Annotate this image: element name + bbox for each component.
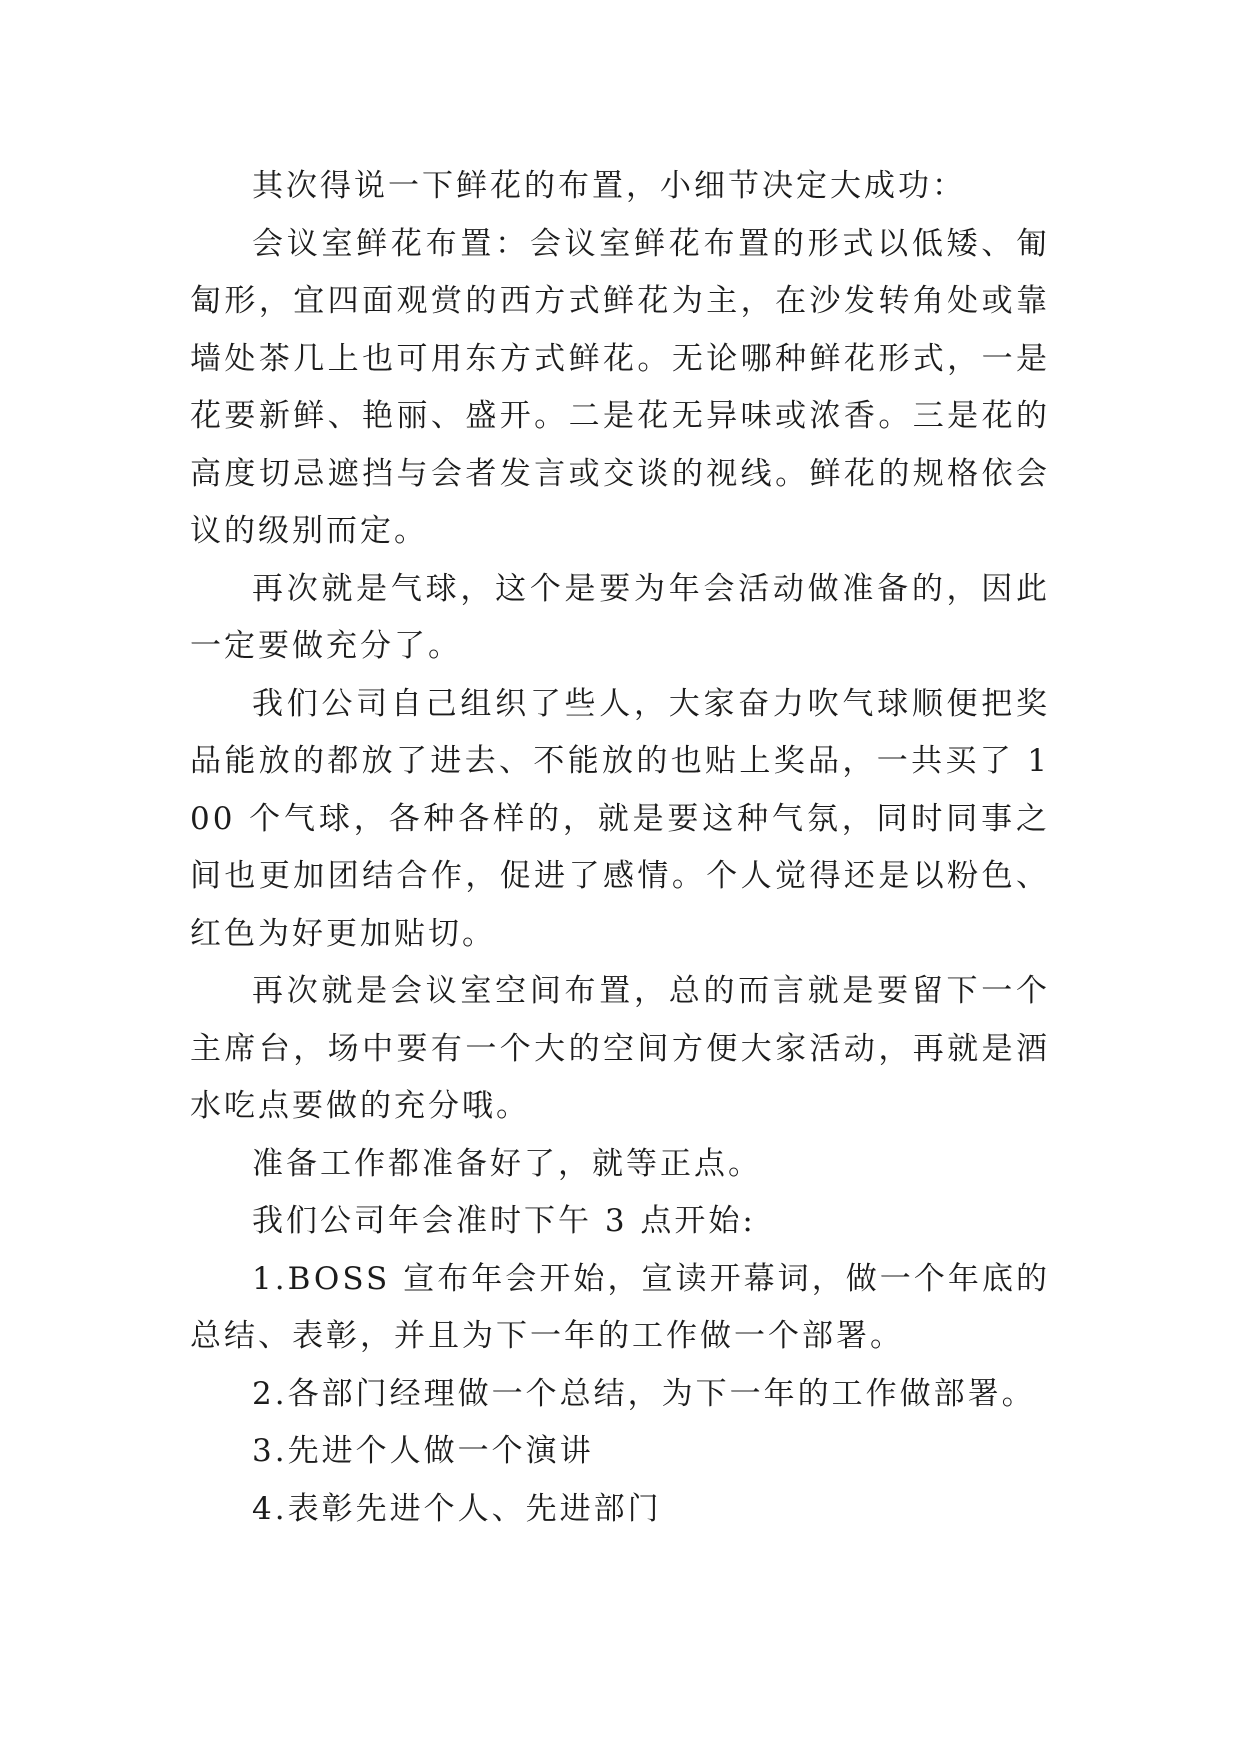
paragraph-room-layout: 再次就是会议室空间布置，总的而言就是要留下一个主席台，场中要有一个大的空间方便大家活动，再就是酒水吃点要做的充分哦。 xyxy=(190,973,1050,1124)
list-item-3: 3.先进个人做一个演讲 xyxy=(252,1433,594,1469)
list-item-2: 2.各部门经理做一个总结，为下一年的工作做部署。 xyxy=(252,1375,1036,1412)
paragraph-flower-intro: 其次得说一下鲜花的布置，小细节决定大成功： xyxy=(252,168,966,204)
paragraph-meeting-room-flowers: 会议室鲜花布置：会议室鲜花布置的形式以低矮、匍匐形，宜四面观赏的西方式鲜花为主，在沙发转角处或靠墙处茶几上也可用东方式鲜花。无论哪种鲜花形式，一是花要新鲜、艳丽、盛开。二是花无异味或浓香。三是花的高度切忌遮挡与会者发言或交谈的视线。鲜花的规格依会议的级别而定。 xyxy=(190,225,1050,549)
paragraph-balloons: 再次就是气球，这个是要为年会活动做准备的，因此一定要做充分了。 xyxy=(190,570,1050,664)
list-item-1: 1.BOSS 宣布年会开始，宣读开幕词，做一个年底的总结、表彰，并且为下一年的工作做一个部署。 xyxy=(190,1260,1050,1354)
document-body xyxy=(190,158,1050,1538)
list-item-4: 4.表彰先进个人、先进部门 xyxy=(252,1490,662,1527)
paragraph-start-time: 我们公司年会准时下午 3 点开始: xyxy=(252,1203,756,1239)
paragraph-preparation-done: 准备工作都准备好了，就等正点。 xyxy=(252,1145,762,1182)
paragraph-balloon-prizes: 我们公司自己组织了些人，大家奋力吹气球顺便把奖品能放的都放了进去、不能放的也贴上奖品，一共买了 100 个气球，各种各样的，就是要这种气氛，同时同事之间也更加团结合作，促进了感情。个人觉得还是以粉色、红色为好更加贴切。 xyxy=(190,685,1050,952)
